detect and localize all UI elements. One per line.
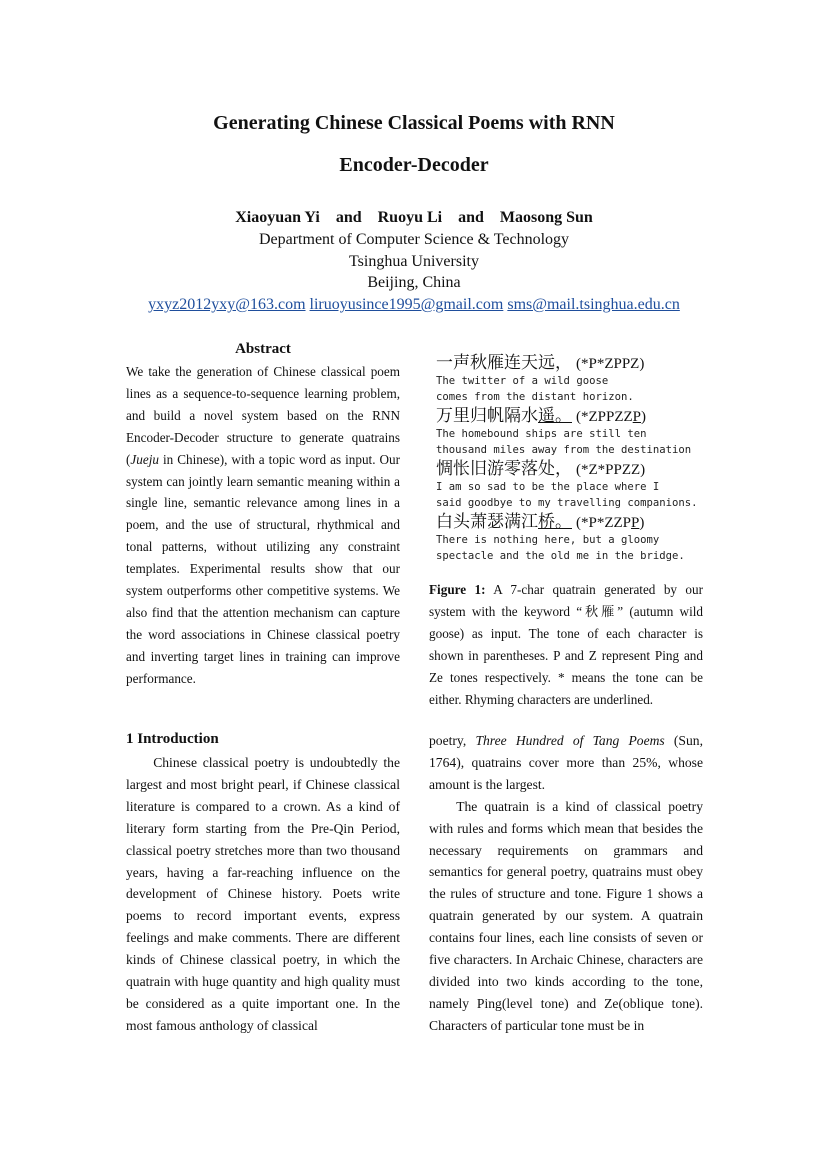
- poem-line-1-translation-a: The twitter of a wild goose: [436, 375, 609, 387]
- poem-line-1: [436, 352, 716, 374]
- poem-line-2-tone-pattern: (*ZPPZZ: [576, 409, 633, 425]
- paper-title-line-1: Generating Chinese Classical Poems with RNN: [213, 112, 615, 134]
- intro-p1-cont-text-a: poetry,: [429, 733, 476, 748]
- affiliation-department: Department of Computer Science & Technology: [258, 231, 570, 248]
- poem-line-4-tone: [576, 515, 644, 531]
- poem-line-3: [436, 458, 716, 480]
- author-and-2: and: [458, 209, 484, 226]
- poem-line-2-rhyme-char: 遥。: [538, 406, 572, 426]
- author-emails: [0, 296, 828, 314]
- poem-line-1-translation-b: comes from the distant horizon.: [436, 390, 634, 403]
- poem-line-2-tone-close: ): [641, 409, 647, 425]
- poem-line-2-tone-rhyme: P: [632, 409, 642, 425]
- poem-line-4-rhyme-char: 桥。: [538, 512, 572, 532]
- author-3: Maosong Sun: [499, 209, 593, 226]
- intro-paragraph-2: The quatrain is a kind of classical poetry with rules and forms which mean that besides the necessary requirements on grammars and semantics for general poetry, quatrains must obey the rules of structure and tone. Figure 1 shows a quatrain generated by our system. A quatrain contains four lines, each line consists of seven or five characters. In Archaic Chinese, characters are divided into two kinds according to the tone, namely Ping(level tone) and Ze(oblique tone). Characters of particular tone must be in: [429, 798, 703, 1033]
- poem-line-4-translation-b: spectacle and the old me in the bridge.: [436, 549, 685, 562]
- intro-paragraph-1-continued: [429, 730, 703, 796]
- intro-paragraph-1: Chinese classical poetry is undoubtedly the largest and most bright pearl, if Chinese classical literature is compared to a crown. As a kind of literary form starting from the Pre-Qin Period, classical poetry stretches more than two thousand years, having a far-reaching influence on the development of Chinese history. Poets write poems to record important events, express feelings and make comments. There are different kinds of Chinese classical poetry, in which the quatrain with huge quantity and high quality must be considered as a quite important one. In the most famous anthology of classical: [126, 755, 400, 1033]
- poem-line-3-tone-pattern: (*Z*PPZZ): [576, 462, 646, 478]
- poem-line-2: [436, 405, 716, 427]
- intro-anthology-title: Three Hundred of Tang Poems: [475, 733, 665, 748]
- figure-1-caption-text: A 7-char quatrain generated by our system with the keyword “秋雁” (autumn wild goose) as input. The tone of each character is shown in parentheses. P and Z represent Ping and Ze tones respectively. * means the tone can be either. Rhyming characters are underlined.: [429, 582, 704, 707]
- abstract-heading: Abstract: [235, 341, 291, 357]
- poem-line-3-translation-a: I am so sad to be the place where I: [436, 481, 660, 493]
- poem-line-3-tone: [576, 462, 645, 478]
- email-link-1[interactable]: yxyz2012yxy@163.com: [148, 296, 306, 313]
- author-and-1: and: [335, 209, 362, 226]
- paper-title-line-2: Encoder-Decoder: [339, 154, 489, 176]
- abstract-text: [126, 361, 400, 690]
- figure-1-label: Figure 1:: [429, 582, 486, 597]
- poem-line-2-text: 万里归帆隔水: [436, 406, 538, 426]
- poem-line-1-text: 一声秋雁连天远，: [436, 353, 572, 373]
- email-link-2[interactable]: liruoyusince1995@gmail.com: [309, 296, 504, 313]
- section-heading-introduction: 1 Introduction: [126, 731, 219, 747]
- abstract-italic-term: Jueju: [130, 451, 159, 467]
- poem-line-4-tone-pattern: (*P*ZZP: [576, 515, 632, 531]
- author-2: Ruoyu Li: [377, 209, 443, 226]
- abstract-text-part-1: We take the generation of Chinese classical poem lines as a sequence-to-sequence learning problem, and build a novel system based on the RNN Encoder-Decoder structure to generate quatrains (: [126, 364, 400, 467]
- author-list: [0, 209, 828, 227]
- figure-1-caption: [429, 579, 703, 710]
- introduction-left-column: [126, 752, 400, 1037]
- poem-line-2-translation-a: The homebound ships are still ten: [436, 428, 647, 440]
- poem-line-1-tone-pattern: (*P*ZPPZ): [576, 356, 645, 372]
- poem-line-1-tone: [576, 356, 644, 372]
- email-link-3[interactable]: sms@mail.tsinghua.edu.cn: [507, 296, 680, 313]
- poem-line-4: [436, 511, 716, 533]
- poem-line-4-translation-a: There is nothing here, but a gloomy: [436, 534, 660, 546]
- poem-line-2-translation-b: thousand miles away from the destination: [436, 443, 692, 456]
- poem-line-4-tone-close: ): [639, 515, 645, 531]
- affiliation-university: Tsinghua University: [349, 253, 479, 270]
- abstract-text-part-2: in Chinese), with a topic word as input. Our system can jointly learn semantic meaning within a single line, semantic relevance among lines in a poem, and the use of structural, rhythmical and tonal patterns, without utilizing any constraint templates. Experimental results show that our system outperforms other competitive systems. We also find that the attention mechanism can capture the word associations in Chinese classical poetry and inverting target lines in training can improve performance.: [126, 451, 400, 686]
- poem-line-4-tone-rhyme: P: [631, 515, 640, 531]
- poem-line-2-tone: [576, 409, 646, 425]
- figure-1-quatrain: [436, 352, 716, 564]
- author-1: Xiaoyuan Yi: [235, 209, 320, 226]
- affiliation-city: Beijing, China: [367, 274, 461, 291]
- poem-line-3-translation-b: said goodbye to my travelling companions.: [436, 496, 698, 509]
- intro-p1-cont-text-b: (Sun, 1764), quatrains cover more than 25%, whose amount is the largest.: [429, 733, 703, 792]
- poem-line-3-text: 惆怅旧游零落处，: [436, 459, 572, 479]
- poem-line-4-text: 白头萧瑟满江: [436, 512, 538, 532]
- introduction-right-column: [429, 730, 703, 1037]
